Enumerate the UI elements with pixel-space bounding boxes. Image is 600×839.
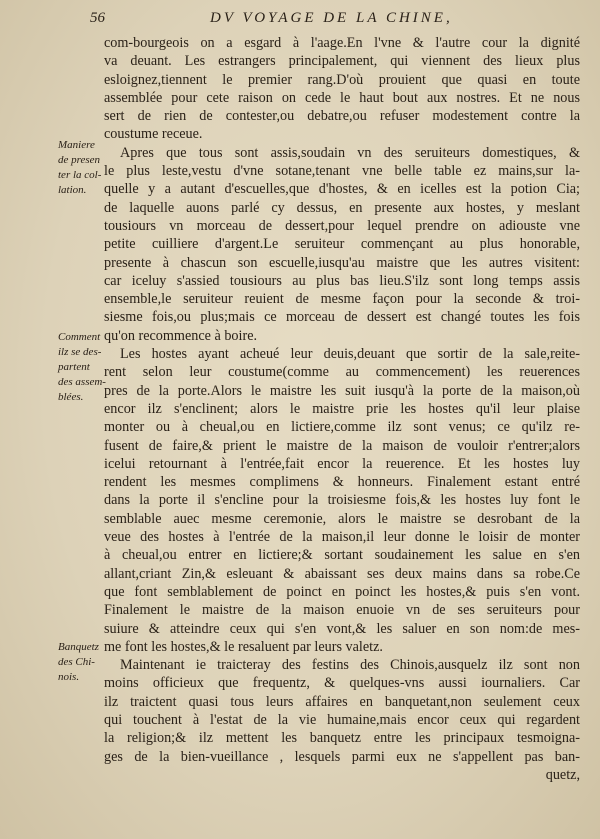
- text-line: va deuant. Les estrangers principalement, qui viennent des lieux plus: [104, 53, 580, 70]
- text-line: icelui retournant à l'entrée,fait encor la reuerence. Et les hostes luy: [104, 455, 580, 472]
- margin-note-line: Comment: [58, 331, 101, 343]
- text-line: le plus leste,vestu d'vne sotane,tenant vne belle table ez mains,sur la-: [104, 163, 580, 180]
- text-line: qu'on recommence à boire.: [104, 327, 258, 344]
- text-line: ensemble,le seruiteur reuient de mesme façon pour la seconde & troi-: [104, 291, 580, 308]
- margin-note-line: nois.: [58, 671, 80, 683]
- text-line: qui touchent à l'estat de la vie humaine,mais encor ceux qui regardent: [104, 711, 580, 728]
- text-line: Les hostes ayant acheué leur deuis,deuant que sortir de la sale,reite-: [120, 346, 580, 363]
- text-line: Finalement le maistre de la maison enuoie vn de ses seruiteurs pour: [104, 602, 580, 619]
- margin-note-line: des assem-: [58, 376, 106, 388]
- text-line: quetz,: [545, 766, 580, 783]
- text-line: presente à chascun son escuelle,iusqu'au maistre que les autres visitent:: [104, 254, 580, 271]
- text-line: pres de la porte.Alors le maistre les suit iusqu'à la porte de la maison,où: [104, 382, 580, 399]
- margin-note-line: Maniere: [58, 139, 95, 151]
- text-line: allant,criant Zin,& esleuant & abaissant ses deux mains dans sa robe.Ce: [104, 565, 580, 582]
- text-line: car iceluy s'assied tousiours au plus bas lieu.S'ilz sont long temps assis: [104, 272, 580, 289]
- text-line: dans la porte il s'encline pour la troisiesme fois,& les hostes luy font le: [104, 492, 580, 509]
- paragraph: [104, 34, 580, 144]
- text-line: à cheual,ou entrer en lictiere;& sortant soudainement les salue en s'en: [104, 547, 580, 564]
- text-line: sert de rien de contester,ou debatre,ou refuser modestement contre la: [104, 108, 580, 125]
- paragraph: [104, 345, 580, 656]
- page-number: 56: [90, 10, 105, 26]
- text-line: tousiours vn morceau de dessert,pour lequel prendre on adiouste vne: [104, 217, 580, 234]
- text-line: Apres que tous sont assis,soudain vn des seruiteurs domestiques, &: [120, 144, 580, 161]
- text-line: fusent de faire,& prient le maistre de la maison de vouloir r'entrer;alors: [104, 437, 580, 454]
- text-line: la religion;& ilz mettent les banquetz entre les principaux tesmoigna-: [104, 730, 580, 747]
- text-line: esloignez,tiennent le premier rang.D'où prouient que quasi en toute: [104, 71, 580, 88]
- text-line: me font les hostes,& le resaluent par leurs valetz.: [104, 638, 383, 655]
- text-line: moins officieux que frequentz, & quelques-vns aussi iournaliers. Car: [104, 675, 580, 692]
- margin-note: [58, 330, 106, 405]
- margin-note-line: des Chi-: [58, 656, 95, 668]
- margin-note-line: ter la col-: [58, 169, 102, 181]
- margin-note-line: ilz se des-: [58, 346, 102, 358]
- paragraph: [104, 144, 580, 345]
- text-line: ges de la bien-vueillance , lesquels parmi eux ne s'appellent pas ban-: [104, 748, 580, 765]
- margin-note-line: lation.: [58, 184, 87, 196]
- text-line: suiure & atteindre ceux qui s'en vont,& les saluer en son nom:de mes-: [104, 620, 580, 637]
- text-line: de laquelle auons parlé cy dessus, en presente aux hostes, y meslant: [104, 199, 580, 216]
- text-line: semblable auec mesme ceremonie, alors le maistre se desrobant de la: [104, 510, 580, 527]
- page-header: [90, 10, 580, 32]
- margin-note-line: de presen: [58, 154, 101, 166]
- main-text: [104, 34, 580, 784]
- text-line: quelle y a autant d'escuelles,que d'hostes, & en icelles est la potion Cia;: [104, 181, 580, 198]
- text-line: petite cuilliere d'argent.Le seruiteur commençant au plus honorable,: [104, 236, 580, 253]
- paragraph: [104, 656, 580, 784]
- text-line: siesme fois,ou plus;mais ce morceau de dessert est changé toutes les fois: [104, 309, 580, 326]
- margin-note: [58, 138, 106, 198]
- text-line: rendent les mesmes complimens & honneurs. Finalement estant entré: [104, 474, 580, 491]
- text-line: veue des hostes à l'entrée de la maison,il leur donne le loisir de monter: [104, 529, 580, 546]
- text-line: ilz traictent quasi tous leurs affaires en banquetant,non seulement ceux: [104, 693, 580, 710]
- margin-note-line: partent: [58, 361, 90, 373]
- running-title: DV VOYAGE DE LA CHINE,: [210, 10, 453, 26]
- text-line: assemblée pour cete raison on cede le haut bout aux nostres. Et ne nous: [104, 89, 580, 106]
- text-line: rent selon leur coustume(comme au commencement) les reuerences: [104, 364, 580, 381]
- text-line: encor ilz s'enclinent; alors le maistre prie les hostes qu'il leur plaise: [104, 400, 580, 417]
- text-line: monter ou à cheual,ou en lictiere,comme ilz sont venus; ce qu'ilz re-: [104, 419, 580, 436]
- margin-note: [58, 640, 106, 685]
- text-line: Maintenant ie traicteray des festins des Chinois,ausquelz ilz sont non: [120, 657, 580, 674]
- margin-note-line: Banquetz: [58, 641, 99, 653]
- text-line: que font semblablement de poinct en poinct les hostes,& puis s'en vont.: [104, 583, 580, 600]
- margin-note-line: blées.: [58, 391, 84, 403]
- text-line: coustume receue.: [104, 126, 203, 143]
- text-line: com-bourgeois on a esgard à l'aage.En l'vne & l'autre cour la dignité: [104, 35, 580, 51]
